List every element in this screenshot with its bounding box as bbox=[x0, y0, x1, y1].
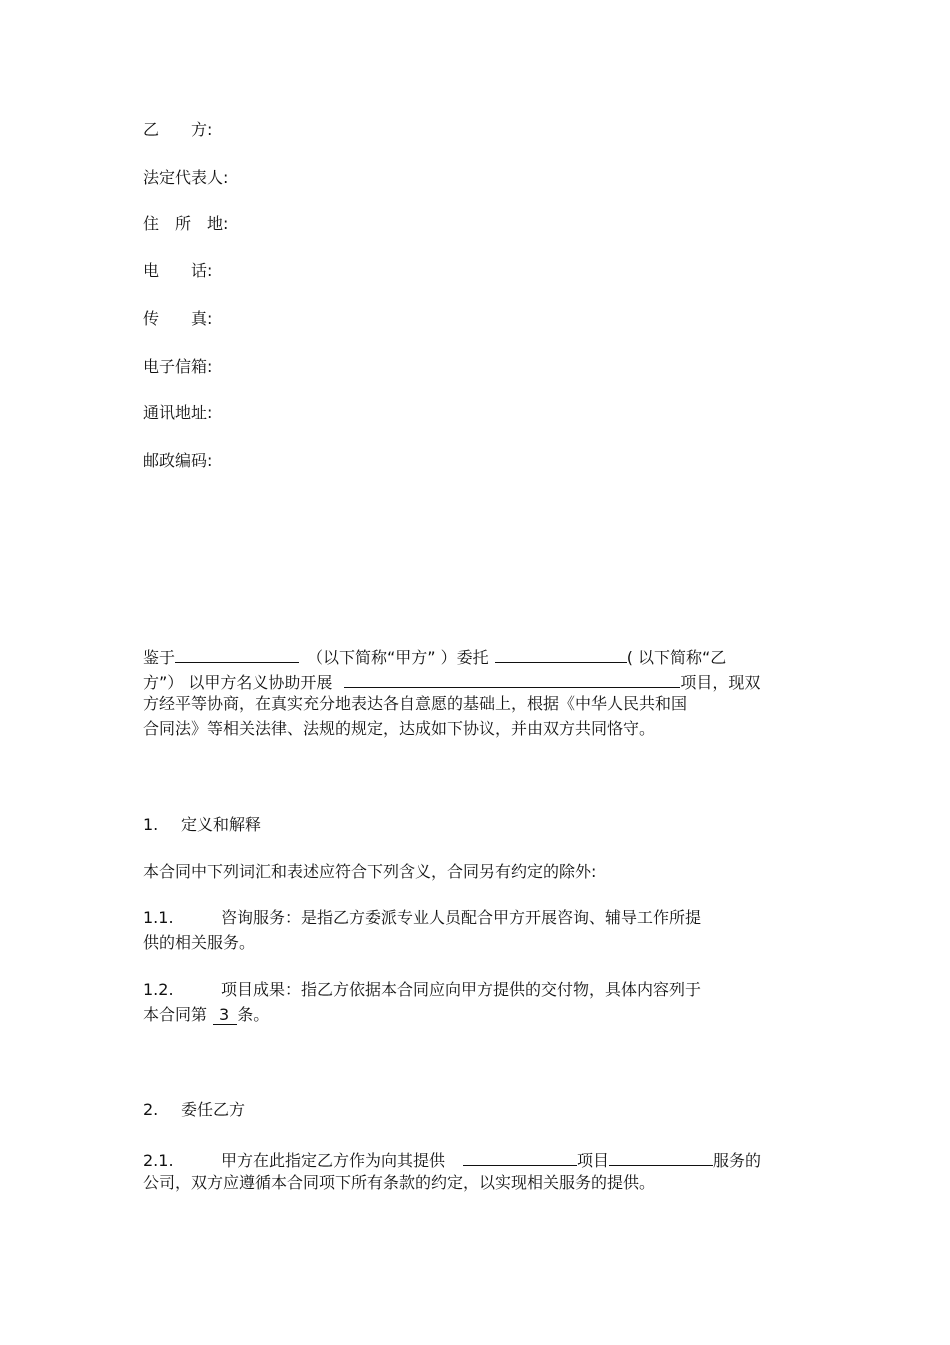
preamble-text: （以下简称“甲方” ）委托 bbox=[307, 648, 489, 667]
clause-1-1-line-2: 供的相关服务。 bbox=[143, 933, 256, 952]
section-1-intro: 本合同中下列词汇和表述应符合下列含义，合同另有约定的除外: bbox=[143, 862, 597, 881]
preamble-text: ( 以下简称“乙 bbox=[626, 648, 727, 667]
service-project-blank bbox=[463, 1148, 577, 1166]
party-a-blank bbox=[175, 645, 299, 663]
party-b-label: 乙 方: bbox=[143, 120, 213, 139]
clause-text: 甲方在此指定乙方作为向其提供 bbox=[221, 1151, 446, 1170]
clause-1-2-line-2 bbox=[143, 1005, 269, 1025]
section-1-heading bbox=[143, 815, 261, 835]
section-number: 2. bbox=[143, 1100, 159, 1119]
party-b-blank bbox=[495, 645, 627, 663]
preamble-line-1 bbox=[143, 645, 726, 668]
clause-2-1-line-1 bbox=[143, 1148, 761, 1171]
phone-label: 电 话: bbox=[143, 261, 213, 280]
address-label: 通讯地址: bbox=[143, 403, 213, 422]
section-2-heading bbox=[143, 1100, 245, 1120]
preamble-text: 鉴于 bbox=[143, 648, 176, 667]
clause-1-1-line-1 bbox=[143, 908, 701, 928]
clause-text: 咨询服务：是指乙方委派专业人员配合甲方开展咨询、辅导工作所提 bbox=[221, 908, 702, 927]
preamble-line-3: 方经平等协商，在真实充分地表达各自意愿的基础上，根据《中华人民共和国 bbox=[143, 694, 688, 713]
legal-rep-label: 法定代表人: bbox=[143, 168, 229, 187]
clause-2-1-line-2: 公司，双方应遵循本合同项下所有条款的约定，以实现相关服务的提供。 bbox=[143, 1173, 656, 1192]
service-type-blank bbox=[609, 1148, 713, 1166]
section-title: 委任乙方 bbox=[181, 1100, 246, 1119]
domicile-label: 住 所 地: bbox=[143, 214, 229, 233]
preamble-text: 方”） 以甲方名义协助开展 bbox=[143, 673, 333, 692]
section-title: 定义和解释 bbox=[181, 815, 262, 834]
preamble-text: 项目，现双 bbox=[680, 673, 761, 692]
clause-text: 条。 bbox=[237, 1005, 270, 1024]
clause-text: 项目 bbox=[577, 1151, 610, 1170]
postcode-label: 邮政编码: bbox=[143, 451, 213, 470]
clause-text: 服务的 bbox=[713, 1151, 762, 1170]
email-label: 电子信箱: bbox=[143, 357, 213, 376]
preamble-line-2 bbox=[143, 670, 760, 693]
clause-text: 本合同第 bbox=[143, 1005, 208, 1024]
clause-number: 2.1. bbox=[143, 1151, 174, 1170]
preamble-line-4: 合同法》等相关法律、法规的规定，达成如下协议，并由双方共同恪守。 bbox=[143, 719, 656, 738]
section-number: 1. bbox=[143, 815, 159, 834]
clause-number: 1.2. bbox=[143, 980, 174, 999]
clause-text: 项目成果：指乙方依据本合同应向甲方提供的交付物，具体内容列于 bbox=[221, 980, 702, 999]
clause-reference-number: 3 bbox=[213, 1006, 237, 1025]
fax-label: 传 真: bbox=[143, 309, 213, 328]
clause-1-2-line-1 bbox=[143, 980, 701, 1000]
project-blank bbox=[344, 670, 680, 688]
clause-number: 1.1. bbox=[143, 908, 174, 927]
